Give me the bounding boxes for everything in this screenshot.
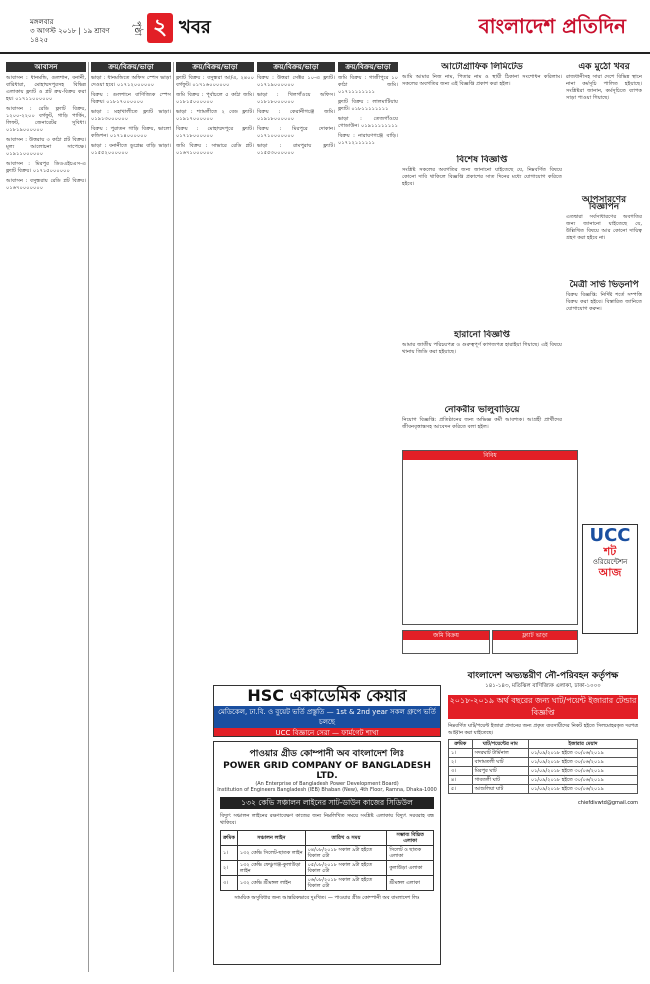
table-cell: সদরঘাট টার্মিনাল — [472, 749, 528, 758]
news-title: এক মুঠো খবর — [578, 62, 630, 72]
date-block — [30, 18, 120, 45]
ad-text: আবাসন : বসুন্ধরায় রেডি প্লট বিক্রয়। ০১৬৭০০০০০০০ — [6, 178, 86, 191]
ad-text: বিক্রয় : মোহাম্মদপুরে ফ্ল্যাট। ০১৭১৮০০০০০০ — [176, 126, 254, 139]
table-header: ক্রমিক — [449, 740, 473, 749]
table-cell: ২। — [449, 758, 473, 767]
table-cell: শ্রীমঙ্গল এলাকা — [387, 876, 434, 891]
biwta-title: বাংলাদেশ অভ্যন্তরীণ নৌ-পরিবহন কর্তৃপক্ষ — [467, 671, 619, 681]
table-cell: ২। — [221, 861, 238, 876]
ad-text: ভাড়া : তেজগাঁওয়ে গোডাউন। ০১৯১১১১১১১১ — [338, 116, 398, 129]
table-row — [221, 846, 434, 861]
notice-body: আমি আমার নিজ নাম, পিতার নাম ও স্থায়ী ঠিকানা সংশোধন করিলাম। সকলের অবগতির জন্য এই বিজ্ঞপ্তি প্রকাশ করা হইল। — [402, 74, 562, 87]
ad-text: জমি বিক্রয় : গাজীপুরে ১০ কাঠা জমি। ০১৭১১১১১১১১ — [338, 75, 398, 95]
ad-text: বিক্রয় : উত্তরা সেক্টর ১০-এ ফ্ল্যাট। ০১৭১৯০০০০০০ — [257, 75, 335, 88]
table-cell: ১৩২ কেভি শ্রীমঙ্গল লাইন — [237, 876, 305, 891]
misc-label: বিবিধ — [403, 451, 577, 460]
column-divider — [173, 62, 174, 972]
pgcb-banner: ১৩২ কেভি সঞ্চালন লাইনের সাট-ডাউন কাজের সিডিউল — [220, 797, 434, 809]
notice-body: আমার জাতীয় পরিচয়পত্র ও গুরুত্বপূর্ণ কাগজপত্র হারাইয়া গিয়াছে। এই বিষয়ে থানায় জিডি করা হইয়াছে। — [402, 342, 562, 355]
table-cell: ০১/০৯/২০১৮ হইতে ৩০/০৬/২০১৯ — [528, 758, 637, 767]
ad-text: বিক্রয় : নারায়ণগঞ্জে বাড়ি। ০১৭১২১১১১১১ — [338, 133, 398, 146]
column-divider — [88, 62, 89, 972]
ad-text: ফ্ল্যাট বিক্রয় : লালমাটিয়ায় ফ্ল্যাট। ০১৮১১১১১১১১ — [338, 99, 398, 112]
table-cell: ১৩২ কেভি সিলেট-ছাতক লাইন — [237, 846, 305, 861]
pgcb-name-en: POWER GRID COMPANY OF BANGLADESH LTD. — [223, 761, 431, 781]
table-header: সঞ্চালন লাইন — [237, 831, 305, 846]
table-header: ইজারার মেয়াদ — [528, 740, 637, 749]
hsc-line-2: মেডিকেল, ঢা.বি. ও বুয়েট ভর্তি প্রস্তুতি — 1st & 2nd year সকল গ্রুপে ভর্তি চলছে — [214, 706, 440, 728]
table-cell: ০১/০৯/২০১৮ হইতে ৩০/০৬/২০১৯ — [528, 767, 637, 776]
ad-text: বিক্রয় : গুলশানে বাণিজ্যিক স্পেস বিক্রয়। ০১৮১৭০০০০০০ — [91, 92, 171, 105]
news-body: রাজধানীসহ সারা দেশে বিভিন্ন স্থানে নানা কর্মসূচি পালিত হইয়াছে। সংশ্লিষ্টরা জানান, কর্মসূচিতে ব্যাপক সাড়া পাওয়া গিয়াছে। — [566, 74, 642, 101]
table-header: ঘাট/পয়েন্টের নাম — [472, 740, 528, 749]
table-cell: ৫। — [449, 785, 473, 794]
ad-text: ভাড়া : মহাখালীতে ফ্ল্যাট ভাড়া। ০১৯১৩০০০০০০ — [91, 109, 171, 122]
ad-text: আবাসন : মিরপুর ডিওএইচএস-এ ফ্ল্যাট বিক্রয়। ০১৭১৫০০০০০০ — [6, 161, 86, 174]
hsc-line-3: UCC বিজ্ঞানে সেরা — ফার্মগেট শাখা — [214, 728, 440, 737]
right-news-3 — [566, 280, 642, 520]
table-row — [221, 876, 434, 891]
notice-block-2 — [402, 155, 562, 325]
ad-text: বিক্রয় : কেরানীগঞ্জে জমি। ০১৯১৮০০০০০০ — [257, 109, 335, 122]
classified-column-1 — [6, 62, 86, 972]
table-cell: মিরপুর ঘাট — [472, 767, 528, 776]
weekday: মঙ্গলবার — [30, 18, 54, 26]
news-body: এতদ্বারা সর্বসাধারণের অবগতির জন্য জানানো যাইতেছে যে, উল্লিখিত বিষয়ে আর কোনো দায়িত্ব গ্রহণ করা হইবে না। — [566, 214, 642, 241]
notice-block-4 — [402, 405, 562, 445]
notice-title: হারানো বিজ্ঞপ্তি — [454, 330, 510, 340]
ucc-line-3: আজ — [598, 566, 622, 579]
notice-title: আটোগ্রাফিক লিমিটেড — [441, 62, 523, 72]
page-header — [0, 0, 650, 54]
pgcb-schedule-table — [220, 830, 434, 891]
biwta-banner: ২০১৮-২০১৯ অর্থ বছরের জন্য ঘাট/পয়েন্ট ইজারার টেন্ডার বিজ্ঞপ্তি — [449, 696, 637, 717]
notice-body: নিয়োগ বিজ্ঞপ্তি: প্রতিষ্ঠানের জন্য অভিজ্ঞ কর্মী আবশ্যক। আগ্রহী প্রার্থীদের জীবনবৃত্তান্তসহ আবেদন করিতে বলা হইল। — [402, 417, 562, 430]
ad-text: আবাসন : ধানমন্ডি, গুলশান, বনানী, বারিধারা, মোহাম্মদপুরসহ বিভিন্ন এলাকায় ফ্ল্যাট ও প্লট ক্রয়-বিক্রয় করা হয়। ০১৭১১০০০০০০ — [6, 75, 86, 102]
table-row — [449, 749, 638, 758]
table-cell: ০৫/০৮/২০১৮ সকাল ৯টা হইতে বিকাল ৫টা — [305, 861, 387, 876]
notice-body: সংশ্লিষ্ট সকলের অবগতির জন্য জানানো যাইতেছে যে, নিম্নবর্ণিত বিষয়ে কোনো দাবি থাকিলে বিজ্ঞপ্তি প্রকাশের সাত দিনের মধ্যে যোগাযোগ করিতে হইবে। — [402, 167, 562, 187]
news-title: মৈত্রী সার্ভ ভিড়নপি — [569, 280, 639, 290]
biwta-tender-notice — [448, 658, 638, 958]
ad-text: বিক্রয় : মিরপুরে দোকান। ০১৭১০০০০০০০ — [257, 126, 335, 139]
ucc-line: শট — [603, 545, 617, 558]
ad-text: ভাড়া : খিলগাঁওয়ে অফিস। ০১৮১৮০০০০০০ — [257, 92, 335, 105]
table-row — [449, 776, 638, 785]
table-cell: ১৩২ কেভি ফেঞ্চুগঞ্জ-কুলাউড়া লাইন — [237, 861, 305, 876]
ad-text: জমি বিক্রয় : পূর্বাচলে ৫ কাঠা জমি। ০১৮১৫০০০০০০ — [176, 92, 254, 105]
ucc-logo: UCC — [589, 525, 631, 546]
ad-text: জমি বিক্রয় : সাভারে রেডি প্লট। ০১৬৭১০০০০০০ — [176, 143, 254, 156]
table-row — [449, 785, 638, 794]
pgcb-shutdown-notice — [213, 741, 441, 965]
classified-column-4 — [257, 62, 335, 682]
table-header: সম্ভাব্য বিঘ্নিত এলাকা — [387, 831, 434, 846]
table-cell: ০৬/০৮/২০১৮ সকাল ৯টা হইতে বিকাল ৫টা — [305, 876, 387, 891]
news-body: বিক্রয় বিজ্ঞপ্তি: নির্দিষ্ট শর্তে সম্পত্তি বিক্রয় করা হইবে। বিস্তারিত জানিতে যোগাযোগ করুন। — [566, 292, 642, 312]
column-title: ক্রয়/বিক্রয়/ভাড়া — [176, 62, 254, 72]
page-label: পৃষ্ঠা — [132, 20, 142, 36]
ad-text: ভাড়া : ধানমন্ডিতে অফিস স্পেস ভাড়া দেওয়া হবে। ০১৭১২০০০০০০ — [91, 75, 171, 88]
flat-rent-box — [492, 630, 578, 654]
table-cell: ১। — [449, 749, 473, 758]
column-title: ক্রয়/বিক্রয়/ভাড়া — [257, 62, 335, 72]
column-title: আবাসন — [6, 62, 86, 72]
ad-text: আবাসন : উত্তরায় ৩ কাঠা প্লট বিক্রয়। মূল্য আলোচনা সাপেক্ষে। ০১৯১১০০০০০০ — [6, 137, 86, 157]
ad-text: আবাসন : রেডি ফ্ল্যাট বিক্রয়, ১২০০-২২০০ বর্গফুট, গাড়ি পার্কিং, লিফট, জেনারেটর সুবিধা। ০১৮১৯০০০০০০ — [6, 106, 86, 133]
biwta-contact: chiefdivwtd@gmail.com — [577, 800, 638, 806]
classified-column-3 — [176, 62, 254, 682]
table-cell: ০৪/০৮/২০১৮ সকাল ৯টা হইতে বিকাল ৫টা — [305, 846, 387, 861]
table-row — [221, 861, 434, 876]
table-cell: কুলাউড়া এলাকা — [387, 861, 434, 876]
pgcb-intro: বিদ্যুৎ সঞ্চালন লাইনের রক্ষণাবেক্ষণ কাজের জন্য নিম্নলিখিত সময়ে সংশ্লিষ্ট এলাকায় বিদ্যুৎ সরবরাহ বন্ধ থাকিবে। — [220, 813, 434, 826]
pgcb-address: Institution of Engineers Bangladesh (IEB) Bhaban (New), 4th Floor, Ramna, Dhaka-1000 — [217, 787, 437, 793]
table-cell: ৪। — [449, 776, 473, 785]
table-header: ক্রমিক — [221, 831, 238, 846]
land-sale-box — [402, 630, 490, 654]
pgcb-name-bn: পাওয়ার গ্রীড কোম্পানী অব বাংলাদেশ লিঃ — [249, 749, 405, 759]
newspaper-logo: বাংলাদেশ প্রতিদিন — [478, 14, 626, 38]
notice-title: নোকরীর ভালুবাড়িয়ে — [444, 405, 520, 415]
ad-text: ভাড়া : রামপুরায় ফ্ল্যাট। ০১৫৫৩০০০০০০ — [257, 143, 335, 156]
land-label: জমি বিক্রয় — [403, 631, 489, 640]
right-news-2 — [566, 195, 642, 275]
hsc-title: HSC একাডেমিক কেয়ার — [247, 686, 407, 705]
table-cell: ৩। — [449, 767, 473, 776]
page-number: ২ — [147, 13, 173, 43]
hsc-academic-care-ad — [213, 685, 441, 737]
pgcb-subtitle: (An Enterprise of Bangladesh Power Development Board) — [255, 781, 399, 787]
table-cell: ৩। — [221, 876, 238, 891]
section-title: খবর — [179, 16, 211, 38]
table-header: তারিখ ও সময় — [305, 831, 387, 846]
table-cell: ১। — [221, 846, 238, 861]
misc-classified-box — [402, 450, 578, 625]
notice-title: বিশেষ বিজ্ঞপ্তি — [456, 155, 508, 165]
biwta-address: ১৪১-১৪৩, মতিঝিল বাণিজ্যিক এলাকা, ঢাকা-১০০০ — [485, 683, 601, 689]
flat-label: ফ্ল্যাট ভাড়া — [493, 631, 577, 640]
table-cell: সিলেট ও ছাতক এলাকা — [387, 846, 434, 861]
pgcb-footer: সাময়িক অসুবিধার জন্য আন্তরিকভাবে দুঃখিত। — পাওয়ার গ্রীড কোম্পানী অব বাংলাদেশ লিঃ — [234, 895, 420, 901]
table-cell: ০১/০৯/২০১৮ হইতে ৩০/০৬/২০১৯ — [528, 776, 637, 785]
table-row — [449, 767, 638, 776]
column-title: ক্রয়/বিক্রয়/ভাড়া — [338, 62, 398, 72]
notice-block-3 — [402, 330, 562, 400]
ad-text: বিক্রয় : পুরাতন গাড়ি বিক্রয়, ভালো কন্ডিশন। ০১৭১৪০০০০০০ — [91, 126, 171, 139]
ucc-line-2: ওরিয়েন্টেশন — [592, 558, 628, 566]
biwta-table — [448, 739, 638, 794]
table-row — [449, 758, 638, 767]
ad-text: ভাড়া : বনানীতে ডুপ্লেক্স বাড়ি ভাড়া। ০১৫৫২০০০০০০ — [91, 143, 171, 156]
classified-column-2 — [91, 62, 171, 972]
date-line: ৩ আগস্ট ২০১৮ | ১৯ শ্রাবণ ১৪২৫ — [30, 27, 110, 44]
table-cell: ০১/০৯/২০১৮ হইতে ৩০/০৬/২০১৯ — [528, 749, 637, 758]
table-cell: গাবতলী ঘাট — [472, 776, 528, 785]
ad-text: ভাড়া : শ্যামলীতে ২ বেড ফ্ল্যাট। ০১৯১৭০০০০০০ — [176, 109, 254, 122]
table-cell: বাদামতলী ঘাট — [472, 758, 528, 767]
page-badge — [130, 12, 230, 44]
classified-column-5 — [338, 62, 398, 682]
right-news-1 — [566, 62, 642, 192]
table-cell: আশুলিয়া ঘাট — [472, 785, 528, 794]
ad-text: ফ্ল্যাট বিক্রয় : বসুন্ধরা আ/এ, ২৪০০ বর্গফুট। ০১৭১৬০০০০০০ — [176, 75, 254, 88]
biwta-intro: নিম্নবর্ণিত ঘাট/পয়েন্ট ইজারা প্রদানের জন্য প্রকৃত ব্যবসায়ীদের নিকট হইতে সিলমোহরকৃত দরপত্র আহ্বান করা যাইতেছে। — [448, 723, 638, 736]
column-title: ক্রয়/বিক্রয়/ভাড়া — [91, 62, 171, 72]
table-cell: ০১/০৯/২০১৮ হইতে ৩০/০৬/২০১৯ — [528, 785, 637, 794]
ucc-ad — [582, 524, 638, 634]
news-title: আপসারণের বিজ্ঞাপন — [581, 195, 627, 212]
notice-block-1 — [402, 62, 562, 152]
